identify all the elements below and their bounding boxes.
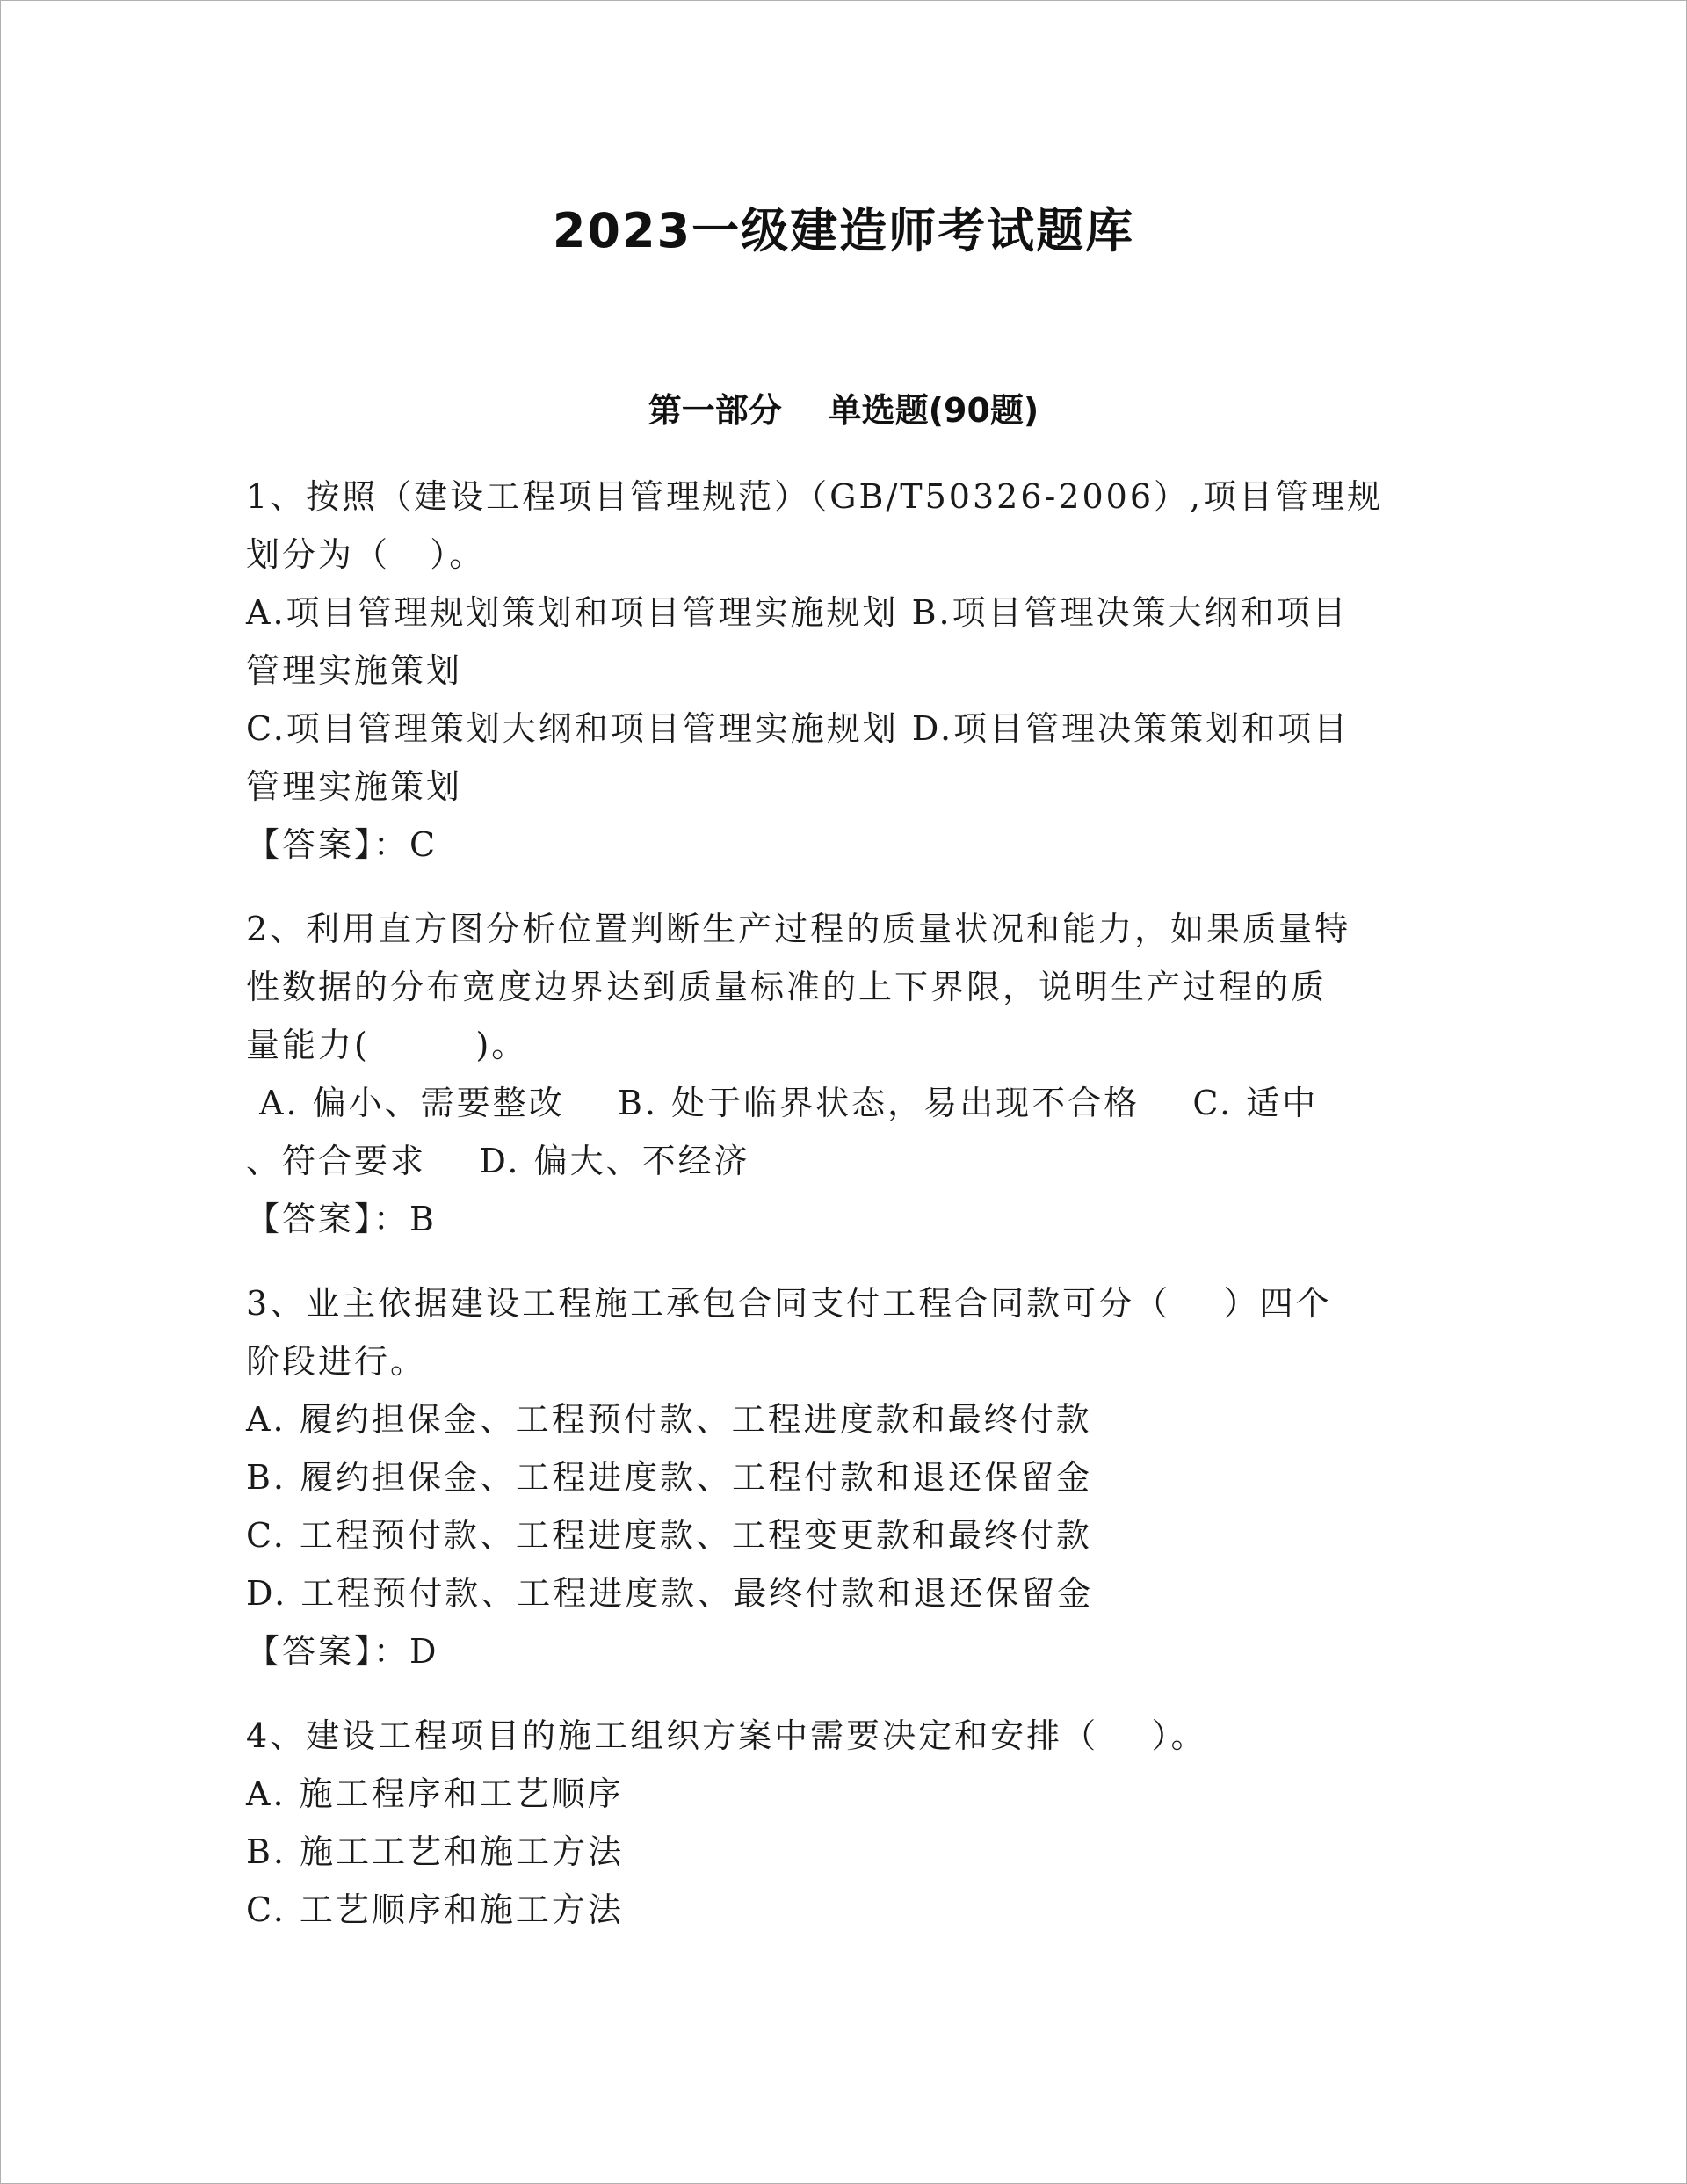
question-1-stem-line-2: 划分为（ ）。 (246, 535, 486, 574)
question-2-option-line-1: A. 偏小、需要整改 B. 处于临界状态，易出现不合格 C. 适中 (246, 1084, 1319, 1122)
section-title: 第一部分 单选题(90题) (648, 391, 1039, 430)
question-2 (246, 900, 1441, 1248)
question-1-option-line-2: 管理实施策划 (246, 651, 463, 690)
question-1-option-line-3: C.项目管理策划大纲和项目管理实施规划 D.项目管理决策策划和项目 (246, 709, 1350, 748)
question-1-option-line-4: 管理实施策划 (246, 767, 463, 806)
question-3-option-c: C. 工程预付款、工程进度款、工程变更款和最终付款 (246, 1516, 1092, 1555)
question-3-stem-line-2: 阶段进行。 (246, 1342, 427, 1381)
question-3 (246, 1274, 1441, 1680)
question-3-option-b: B. 履约担保金、工程进度款、工程付款和退还保留金 (246, 1458, 1093, 1497)
question-1 (246, 468, 1441, 874)
question-2-stem-line-3: 量能力( )。 (246, 1026, 528, 1064)
question-3-option-d: D. 工程预付款、工程进度款、最终付款和退还保留金 (246, 1574, 1094, 1613)
question-4-option-a: A. 施工程序和工艺顺序 (246, 1774, 624, 1813)
question-2-option-line-2: 、符合要求 D. 偏大、不经济 (246, 1142, 750, 1180)
question-4-stem-line-1: 4、建设工程项目的施工组织方案中需要决定和安排（ ）。 (246, 1716, 1207, 1755)
question-list (246, 468, 1441, 1965)
question-2-stem-line-2: 性数据的分布宽度边界达到质量标准的上下界限，说明生产过程的质 (246, 968, 1328, 1006)
question-2-stem-line-1: 2、利用直方图分析位置判断生产过程的质量状况和能力，如果质量特 (246, 910, 1351, 948)
question-4 (246, 1707, 1441, 1939)
question-1-option-line-1: A.项目管理规划策划和项目管理实施规划 B.项目管理决策大纲和项目 (246, 593, 1349, 632)
document-title: 2023一级建造师考试题库 (552, 203, 1135, 258)
question-3-option-a: A. 履约担保金、工程预付款、工程进度款和最终付款 (246, 1400, 1092, 1439)
question-1-stem-line-1: 1、按照（建设工程项目管理规范）（GB/T50326-2006）,项目管理规 (246, 477, 1384, 516)
question-1-answer: 【答案】：C (246, 825, 438, 864)
question-3-answer: 【答案】：D (246, 1632, 439, 1671)
question-4-option-c: C. 工艺顺序和施工方法 (246, 1890, 624, 1929)
question-3-stem-line-1: 3、业主依据建设工程施工承包合同支付工程合同款可分（ ）四个 (246, 1284, 1332, 1323)
question-4-option-b: B. 施工工艺和施工方法 (246, 1832, 625, 1871)
question-2-answer: 【答案】：B (246, 1200, 437, 1238)
